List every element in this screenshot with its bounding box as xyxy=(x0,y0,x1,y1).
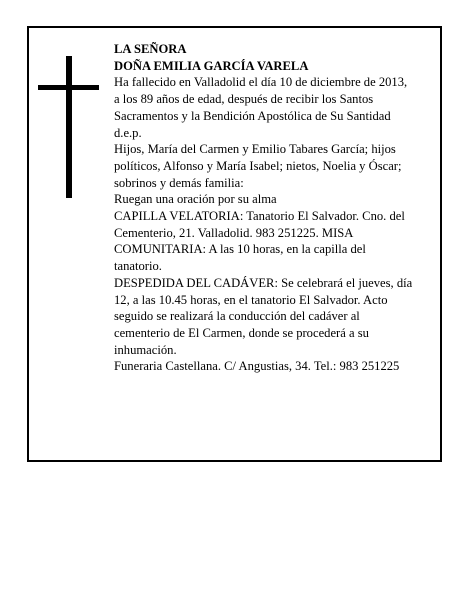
cross-icon xyxy=(29,28,30,29)
funeral-home-info: Funeraria Castellana. C/ Angustias, 34. Tel.: 983 251225 xyxy=(114,359,400,374)
obituary-notice-frame xyxy=(27,26,442,462)
cross-vertical-bar xyxy=(66,56,72,198)
death-statement: Ha fallecido en Valladolid el día 10 de diciembre de 2013, a los 89 años de edad, después de recibir los Santos Sacramentos y la Bendición Apostólica de Su Santidad xyxy=(114,75,408,123)
deceased-name: DOÑA EMILIA GARCÍA VARELA xyxy=(114,58,309,73)
wake-info: CAPILLA VELATORIA: Tanatorio El Salvador. Cno. del Cementerio, 21. Valladolid. 983 251225. MISA COMUNITARIA: A las 10 horas, en la capilla del tanatorio. xyxy=(114,209,405,274)
family-list: Hijos, María del Carmen y Emilio Tabares García; hijos políticos, Alfonso y María Isabel; nietos, Noelia y Óscar; sobrinos y demás familia: xyxy=(114,142,402,190)
cross-horizontal-bar xyxy=(38,85,99,90)
obituary-text xyxy=(114,41,414,375)
notice-title: LA SEÑORA xyxy=(114,42,187,56)
rip-abbreviation: d.e.p. xyxy=(114,125,142,140)
prayer-request: Ruegan una oración por su alma xyxy=(114,192,277,207)
farewell-info: DESPEDIDA DEL CADÁVER: Se celebrará el jueves, día 12, a las 10.45 horas, en el tanatorio El Salvador. Acto seguido se realizará la conducción del cadáver al cementerio de El Carmen, donde se procederá a su inhumación. xyxy=(114,275,413,357)
